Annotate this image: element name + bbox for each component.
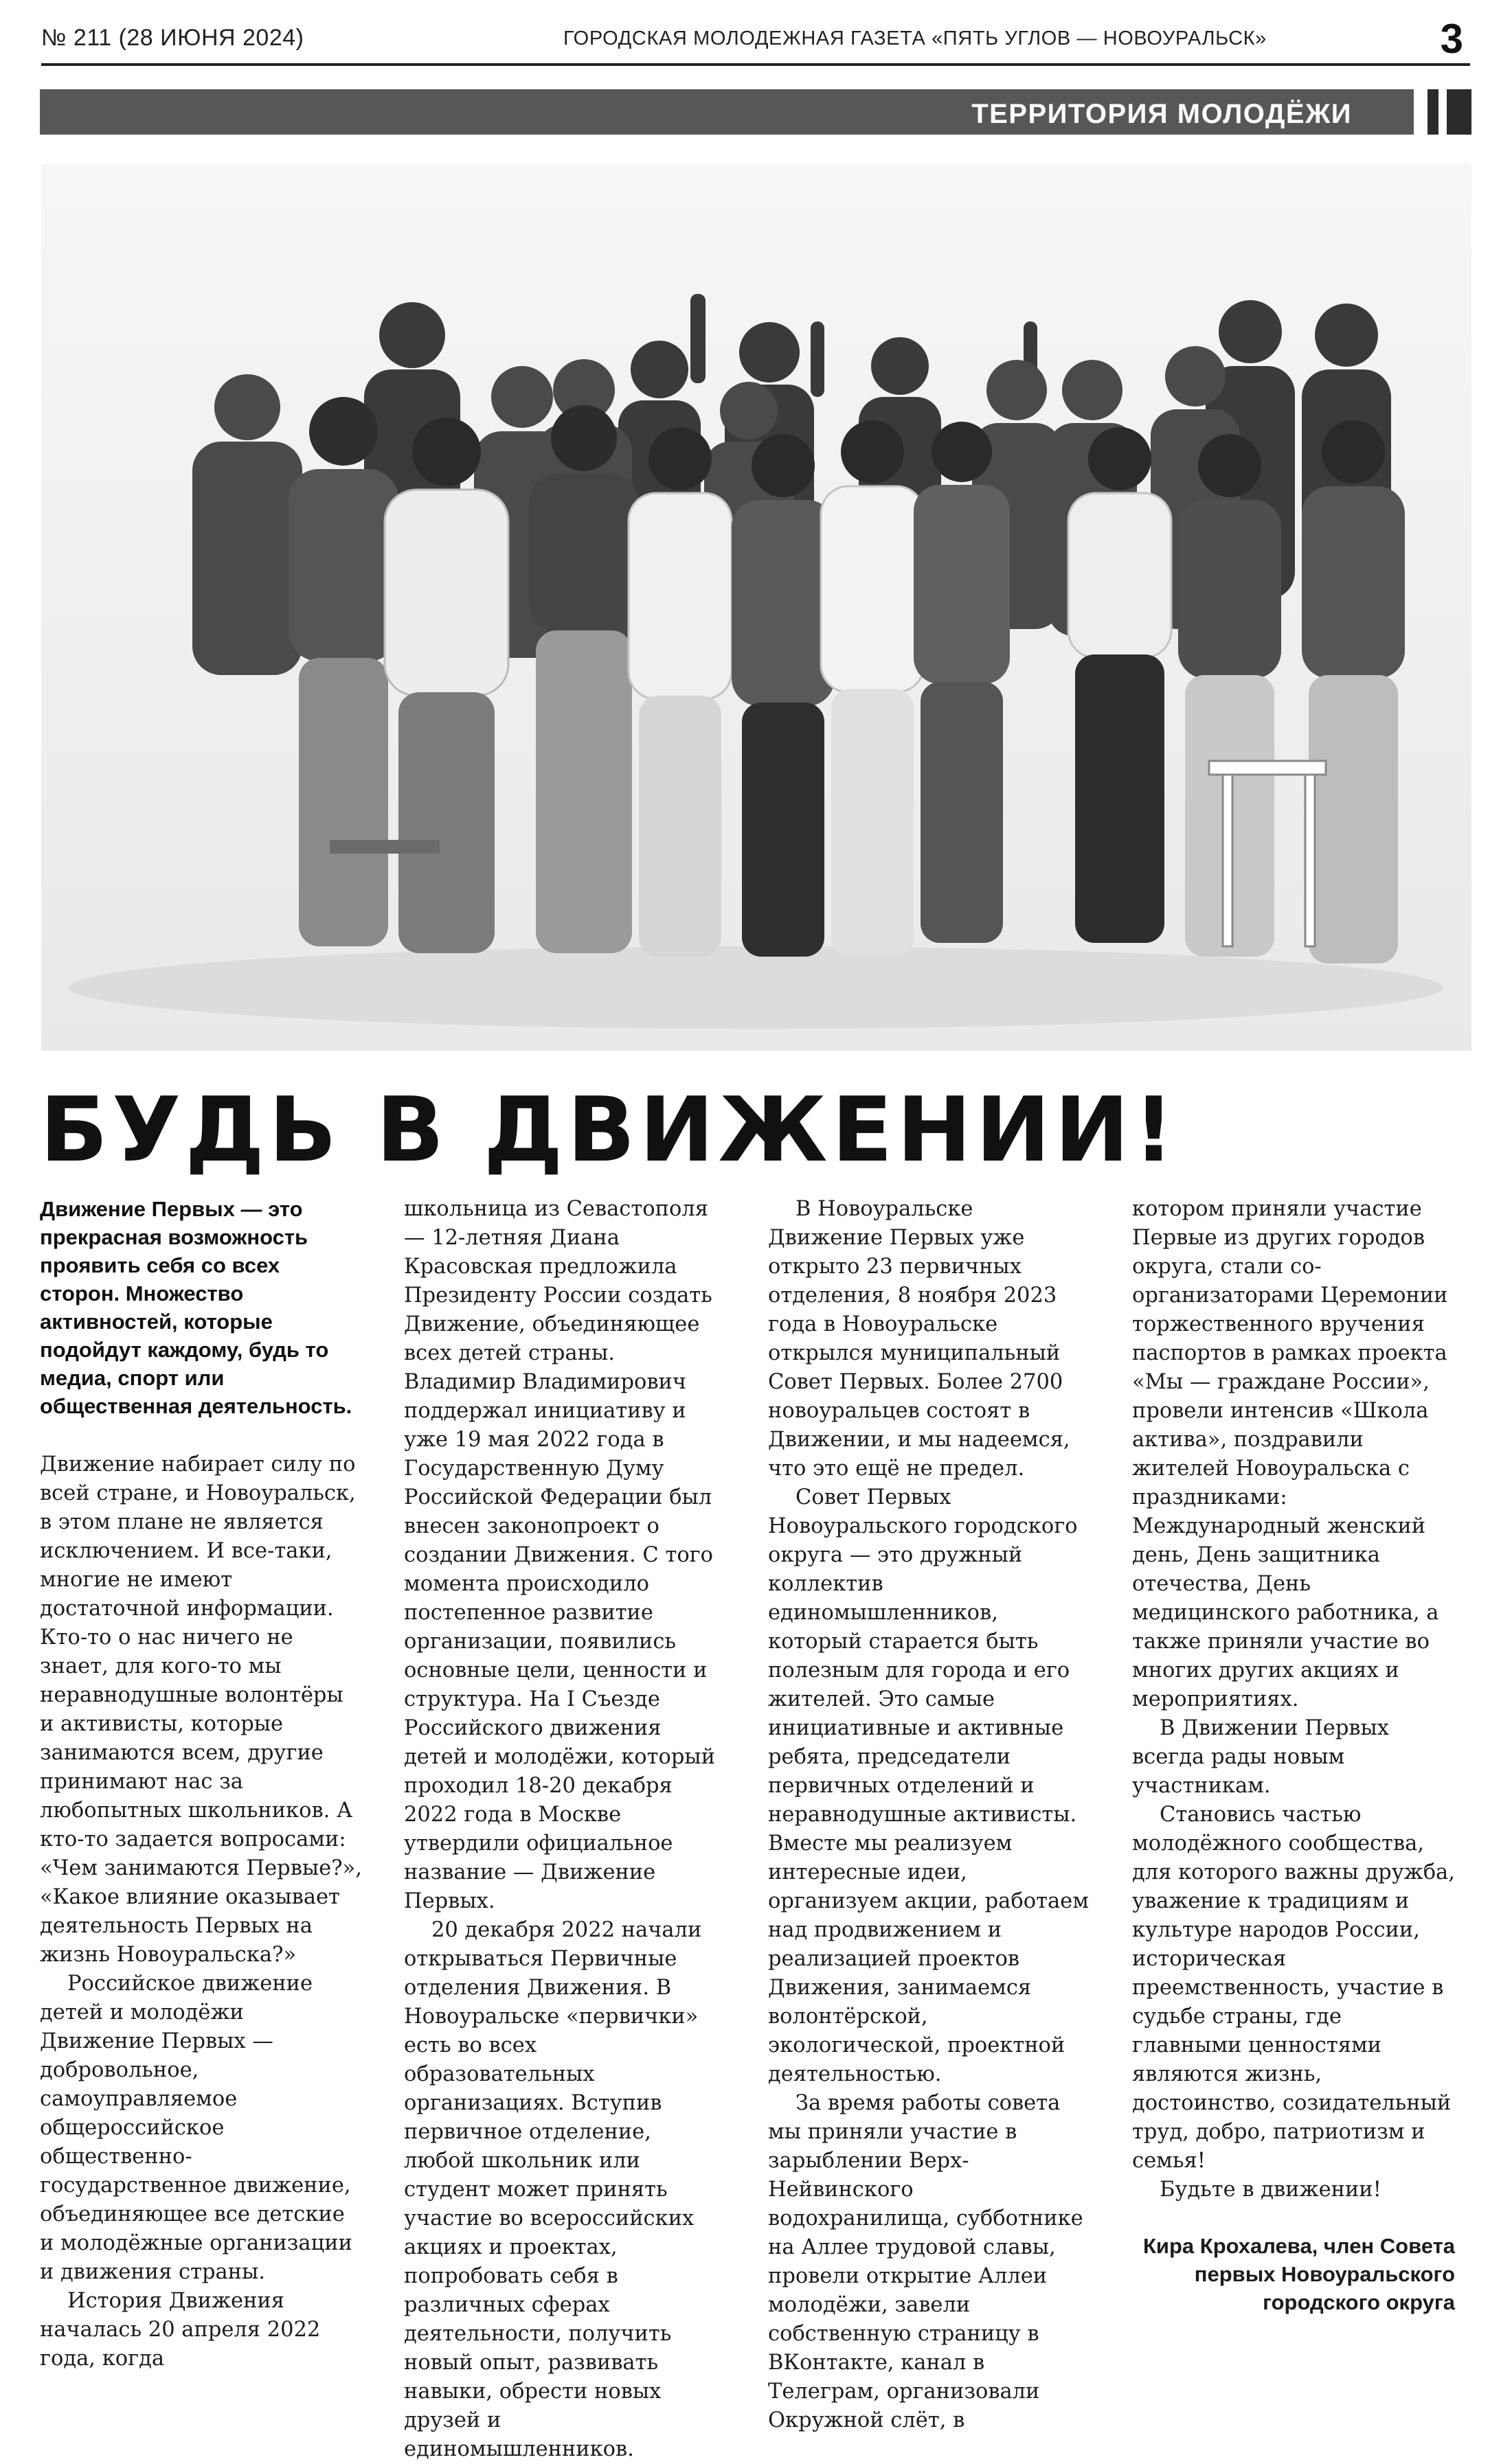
paragraph: Становись частью молодёжного сообщества, для которого важны дружба, уважение к традициям и культуре народов России, историческая преемственность, участие в судьбе страны, где главными ценностями являются жизнь, достоинство, созидательный труд, добро, патриотизм и семья! [1132,1803,1455,2173]
paragraph: Совет Первых Новоуральского городского округа — это дружный коллектив единомышленников, который старается быть полезным для города и его жителей. Это самые инициативные и активные ребята, председатели первичных отделений и неравнодушные активисты. Вместе мы реализуем интересные идеи, организуем акции, работаем над продвижением и реализацией проектов Движения, занимаемся волонтёрской, экологической, проектной деятельностью. [768,1485,1089,2086]
article-column-2 [404,1195,727,2464]
paragraph: школьница из Севастополя — 12-летняя Диана Красовская предложила Президенту России создать Движение, объединяющее всех детей страны. Владимир Владимирович поддержал инициативу и уже 19 мая 2022 года в Государственную Думу Российской Федерации был внесен законопроект о создании Движения. С того момента происходило постепенное развитие организации, появились основные цели, ценности и структура. На I Съезде Российского движения детей и молодёжи, который проходил 18-20 декабря 2022 года в Москве утвердили официальное название — Движение Первых. [404,1197,716,1913]
paragraph: В Движении Первых всегда рады новым участникам. [1132,1716,1390,1798]
page-number: 3 [1440,16,1463,62]
newspaper-title: ГОРОДСКАЯ МОЛОДЕЖНАЯ ГАЗЕТА «ПЯТЬ УГЛОВ — НОВОУРАЛЬСК» [563,27,1267,49]
article-column-4 [1132,1195,1455,2316]
article-column-1 [40,1195,363,2373]
paragraph: История Движения началась 20 апреля 2022 года, когда [40,2289,321,2371]
section-title: ТЕРРИТОРИЯ МОЛОДЁЖИ [971,99,1352,129]
group-photo-illustration [41,163,1471,1051]
paragraph: котором приняли участие Первые из других городов округа, стали со-организаторами Церемонии торжественного вручения паспортов в рамках проекта «Мы — граждане России», провели интенсив «Школа актива», поздравили жителей Новоуральска с праздниками: Международный женский день, День защитника отечества, День медицинского работника, а также приняли участие во многих других акциях и мероприятиях. [1132,1197,1448,1711]
section-bar-accent [1428,89,1438,135]
issue-number: № 211 (28 ИЮНЯ 2024) [41,25,304,51]
paragraph: Будьте в движении! [1160,2178,1381,2202]
article-column-3 [768,1195,1091,2435]
group-photo [41,163,1471,1051]
paragraph: 20 декабря 2022 начали открываться Первичные отделения Движения. В Новоуральске «первички» есть во всех образовательных организациях. Вступив первичное отделение, любой школьник или студент может принять участие во всероссийских акциях и проектах, попробовать себя в различных сферах деятельности, получить новый опыт, развивать навыки, обрести новых друзей и единомышленников. [404,1918,702,2461]
paragraph: Движение набирает силу по всей стране, и Новоуральск, в этом плане не является исключением. И все-таки, многие не имеют достаточной информации. Кто-то о нас ничего не знает, для кого-то мы неравнодушные волонтёры и активисты, которые занимаются всем, другие принимают нас за любопытных школьников. А кто-то задается вопросами: «Чем занимаются Первые?», «Какое влияние оказывает деятельность Первых на жизнь Новоуральска?» [40,1452,362,1967]
article-headline: БУДЬ В ДВИЖЕНИИ! [40,1077,1179,1182]
header-rule [41,63,1470,66]
section-bar [40,89,1414,135]
paragraph: За время работы совета мы приняли участие в зарыблении Верх-Нейвинского водохранилища, субботнике на Аллее трудовой славы, провели открытие Аллеи молодёжи, завели собственную страницу в ВКонтакте, канал в Телеграм, организовали Окружной слёт, в [768,2091,1083,2432]
article-author: Кира Крохалева, член Совета первых Новоуральского городского округа [1143,2234,1455,2314]
article-lead: Движение Первых — это прекрасная возможность проявить себя со всех сторон. Множество активностей, которые подойдут каждому, будь то медиа, спорт или общественная деятельность. [40,1197,352,1418]
section-bar-accent [1447,89,1471,135]
page-header [41,16,1470,62]
paragraph: Российское движение детей и молодёжи Движение Первых — добровольное, самоуправляемое общероссийское общественно-государственное движение, объединяющее все детские и молодёжные организации и движения страны. [40,1972,352,2284]
paragraph: В Новоуральске Движение Первых уже открыто 23 первичных отделения, 8 ноября 2023 года в Новоуральске открылся муниципальный Совет Первых. Более 2700 новоуральцев состоят в Движении, и мы надеемся, что это ещё не предел. [768,1197,1070,1481]
